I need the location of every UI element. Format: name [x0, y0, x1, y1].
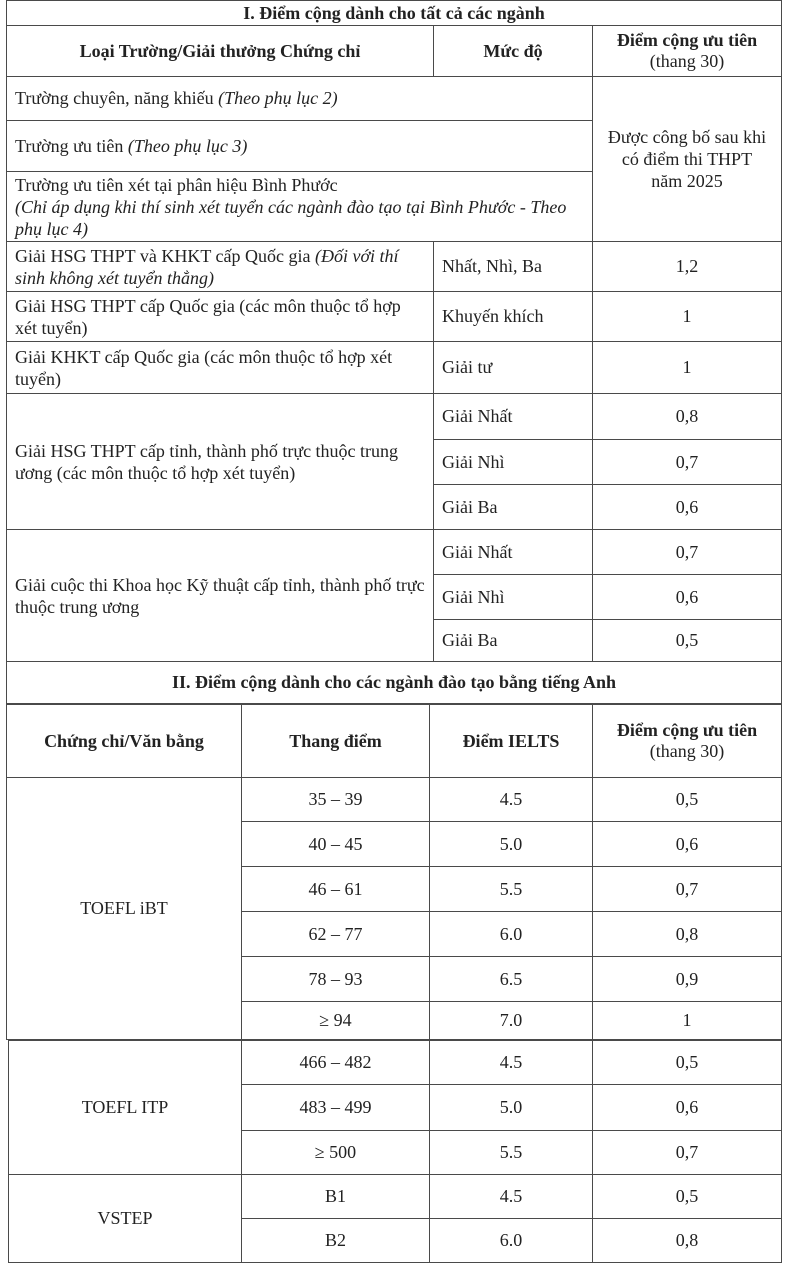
- header-scale: Thang điểm: [242, 705, 430, 778]
- score-range: ≥ 94: [242, 1002, 430, 1040]
- ielts-score: 6.0: [430, 1219, 593, 1263]
- header-level: Mức độ: [434, 26, 593, 77]
- bonus-score: 0,6: [593, 822, 782, 867]
- cert-toefl-ibt: TOEFL iBT: [7, 778, 242, 1040]
- section-2-title: II. Điểm cộng dành cho các ngành đào tạo bằng tiếng Anh: [7, 662, 782, 704]
- award-bonus: 0,7: [593, 530, 782, 575]
- header-cert: Chứng chỉ/Văn bằng: [7, 705, 242, 778]
- bonus-score: 0,5: [593, 778, 782, 822]
- score-range: 78 – 93: [242, 957, 430, 1002]
- score-range: 62 – 77: [242, 912, 430, 957]
- award-bonus: 0,5: [593, 620, 782, 662]
- award-level: Giải tư: [434, 342, 593, 394]
- award-bonus: 0,6: [593, 485, 782, 530]
- english-bonus-table: [6, 704, 782, 1040]
- ielts-score: 5.5: [430, 867, 593, 912]
- award-row-national-khkt: Giải KHKT cấp Quốc gia (các môn thuộc tổ hợp xét tuyển): [7, 342, 434, 394]
- ielts-score: 5.5: [430, 1131, 593, 1175]
- award-level: Nhất, Nhì, Ba: [434, 242, 593, 292]
- score-range: 483 – 499: [242, 1085, 430, 1131]
- award-bonus: 0,6: [593, 575, 782, 620]
- award-level: Giải Nhì: [434, 440, 593, 485]
- award-row-national: Giải HSG THPT và KHKT cấp Quốc gia (Đối với thí sinh không xét tuyển thẳng): [7, 242, 434, 292]
- award-level: Giải Nhất: [434, 530, 593, 575]
- ielts-score: 4.5: [430, 1175, 593, 1219]
- award-level: Giải Ba: [434, 620, 593, 662]
- english-bonus-table-continued: [8, 1040, 782, 1263]
- award-level: Giải Nhất: [434, 394, 593, 440]
- award-row-national-hsg: Giải HSG THPT cấp Quốc gia (các môn thuộc tổ hợp xét tuyển): [7, 292, 434, 342]
- bonus-score: 0,5: [593, 1175, 782, 1219]
- school-row-binh-phuoc: Trường ưu tiên xét tại phân hiệu Bình Phước (Chỉ áp dụng khi thí sinh xét tuyển các ngành đào tạo tại Bình Phước - Theo phụ lục 4): [7, 172, 593, 242]
- general-bonus-table: [6, 0, 782, 704]
- ielts-score: 6.5: [430, 957, 593, 1002]
- bonus-score: 1: [593, 1002, 782, 1040]
- ielts-score: 4.5: [430, 778, 593, 822]
- ielts-score: 5.0: [430, 822, 593, 867]
- header-bonus: [593, 705, 782, 778]
- bonus-score: 0,7: [593, 867, 782, 912]
- award-bonus: 0,8: [593, 394, 782, 440]
- bonus-score: 0,5: [593, 1041, 782, 1085]
- score-range: B1: [242, 1175, 430, 1219]
- score-range: 40 – 45: [242, 822, 430, 867]
- provincial-hsg-label: Giải HSG THPT cấp tỉnh, thành phố trực thuộc trung ương (các môn thuộc tổ hợp xét tuyển): [7, 394, 434, 530]
- bonus-score: 0,8: [593, 1219, 782, 1263]
- award-level: Giải Nhì: [434, 575, 593, 620]
- award-bonus: 1,2: [593, 242, 782, 292]
- cert-toefl-itp: TOEFL ITP: [9, 1041, 242, 1175]
- score-range: B2: [242, 1219, 430, 1263]
- school-row-specialized: Trường chuyên, năng khiếu (Theo phụ lục 2): [7, 77, 593, 121]
- bonus-score: 0,7: [593, 1131, 782, 1175]
- award-level: Khuyến khích: [434, 292, 593, 342]
- award-bonus: 1: [593, 292, 782, 342]
- score-range: 46 – 61: [242, 867, 430, 912]
- header-type: Loại Trường/Giải thưởng Chứng chỉ: [7, 26, 434, 77]
- score-range: ≥ 500: [242, 1131, 430, 1175]
- ielts-score: 5.0: [430, 1085, 593, 1131]
- header-bonus-scale: (thang 30): [649, 51, 725, 71]
- ielts-score: 7.0: [430, 1002, 593, 1040]
- header-bonus-scale: (thang 30): [649, 741, 725, 761]
- cert-vstep: VSTEP: [9, 1175, 242, 1263]
- ielts-score: 6.0: [430, 912, 593, 957]
- score-range: 35 – 39: [242, 778, 430, 822]
- award-bonus: 0,7: [593, 440, 782, 485]
- section-1-title: I. Điểm cộng dành cho tất cả các ngành: [7, 1, 782, 26]
- school-row-priority: Trường ưu tiên (Theo phụ lục 3): [7, 121, 593, 172]
- schools-bonus-cell: Được công bố sau khi có điểm thi THPT năm 2025: [593, 77, 782, 242]
- award-level: Giải Ba: [434, 485, 593, 530]
- header-bonus-label: Điểm cộng ưu tiên: [616, 30, 758, 50]
- header-bonus: [593, 26, 782, 77]
- bonus-score: 0,6: [593, 1085, 782, 1131]
- award-bonus: 1: [593, 342, 782, 394]
- score-range: 466 – 482: [242, 1041, 430, 1085]
- bonus-score: 0,9: [593, 957, 782, 1002]
- header-bonus-label: Điểm cộng ưu tiên: [616, 720, 758, 740]
- provincial-khkt-label: Giải cuộc thi Khoa học Kỹ thuật cấp tỉnh, thành phố trực thuộc trung ương: [7, 530, 434, 662]
- ielts-score: 4.5: [430, 1041, 593, 1085]
- header-ielts: Điểm IELTS: [430, 705, 593, 778]
- bonus-score: 0,8: [593, 912, 782, 957]
